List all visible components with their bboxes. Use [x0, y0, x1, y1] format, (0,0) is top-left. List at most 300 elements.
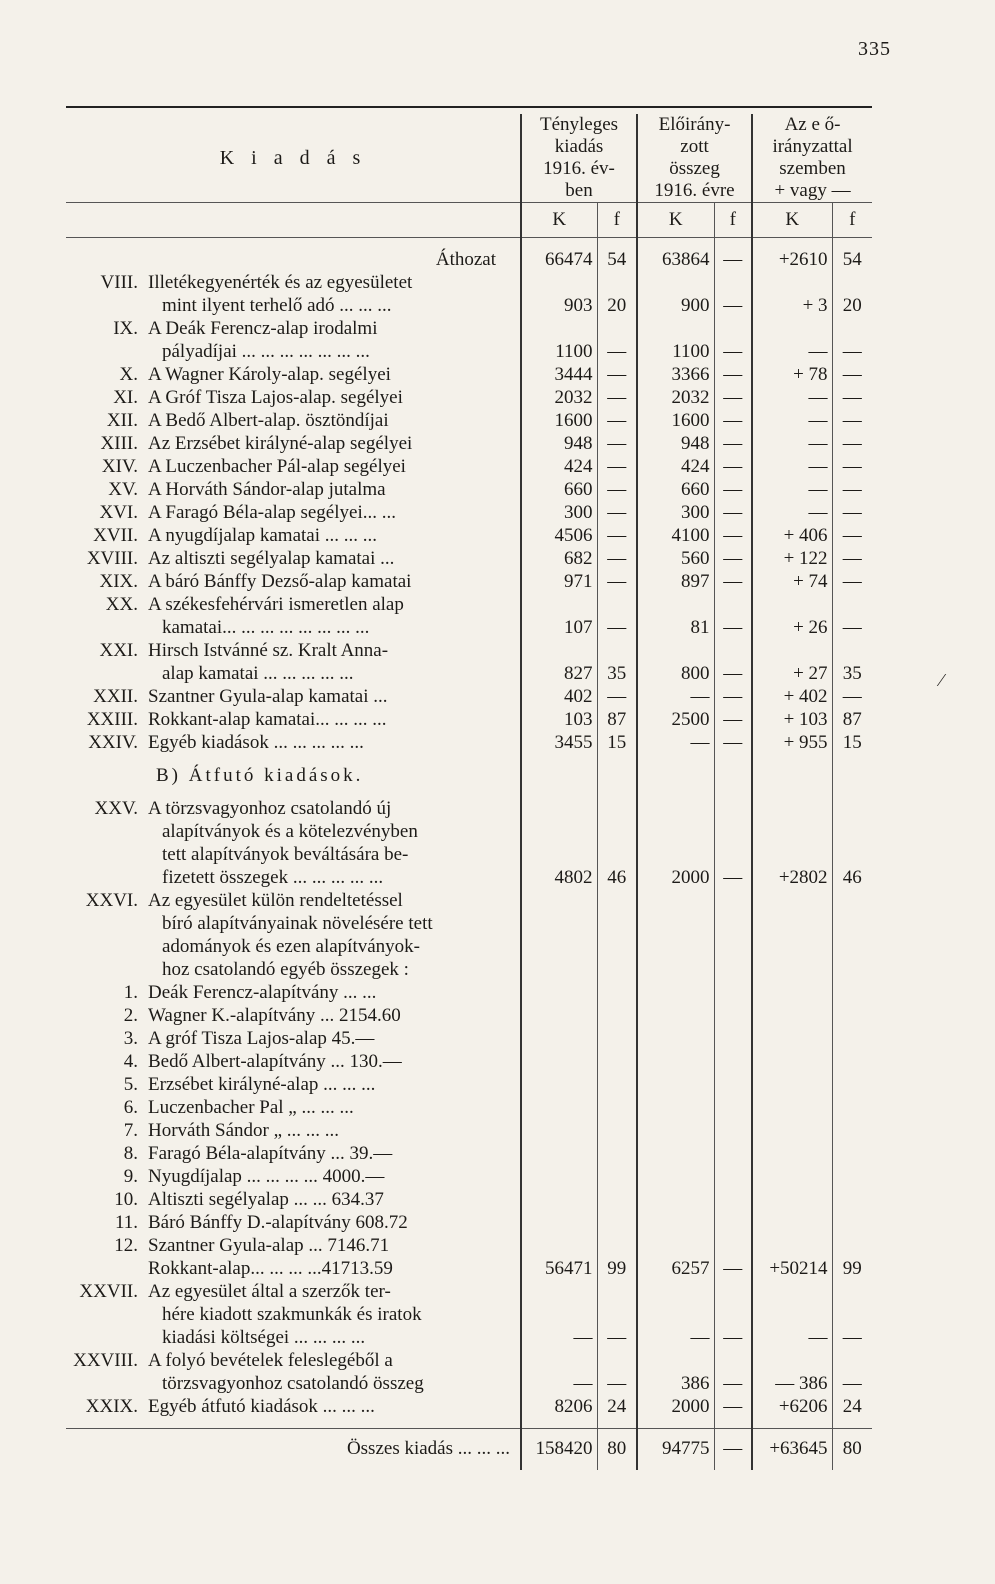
value-e-k: 1100 [637, 317, 714, 363]
table-row [66, 547, 872, 570]
value-t-f: 24 [597, 1395, 637, 1418]
value-e-f: — [714, 409, 752, 432]
value-d-k: — [752, 317, 832, 363]
row-text-line: hére kiadott szakmunkák és iratok [162, 1304, 422, 1325]
row-label [66, 317, 521, 363]
value-d-k [752, 1211, 832, 1234]
sub-item-row [66, 1004, 872, 1027]
sub-item-row [66, 1027, 872, 1050]
value-d-f: — [832, 363, 872, 386]
value-t-k: 300 [521, 501, 597, 524]
value-d-k: — [752, 386, 832, 409]
row-text-line: alap kamatai ... ... ... ... ... [162, 663, 354, 684]
row-label [66, 501, 521, 524]
table-row [66, 593, 872, 639]
value-e-f [714, 981, 752, 1004]
value-e-k [637, 1165, 714, 1188]
value-d-k: + 78 [752, 363, 832, 386]
value-d-f: — [832, 409, 872, 432]
value-t-f: — [597, 432, 637, 455]
value-d-f [832, 1142, 872, 1165]
table-row [66, 1349, 872, 1395]
sub-item-text: Deák Ferencz-alapítvány ... ... [148, 982, 377, 1003]
row-text-line: Az egyesület által a szerzők ter- [148, 1281, 391, 1302]
sub-item-row [66, 1073, 872, 1096]
value-d-f [832, 1027, 872, 1050]
row-number: XXIV. [88, 732, 138, 753]
value-t-k: 827 [521, 639, 597, 685]
sub-item-row [66, 1119, 872, 1142]
row-text-line: A Deák Ferencz-alap irodalmi [148, 318, 378, 339]
row-label [66, 570, 521, 593]
value-d-f [832, 1004, 872, 1027]
value-e-k: 6257 [637, 1257, 714, 1280]
row-text-line: A báró Bánffy Dezső-alap kamatai [148, 571, 412, 592]
rokkant-row [66, 1257, 872, 1280]
value-d-k [752, 1073, 832, 1096]
value-t-k [521, 981, 597, 1004]
value-e-f: — [714, 1280, 752, 1349]
row-number: IX. [113, 318, 138, 339]
value-e-k: — [637, 685, 714, 708]
value-d-f: 24 [832, 1395, 872, 1418]
sub-item-row [66, 1050, 872, 1073]
sub-item-number: 6. [123, 1097, 138, 1118]
value-t-k [521, 1211, 597, 1234]
row-label [66, 889, 521, 981]
row-number: XII. [106, 410, 138, 431]
table-row [66, 570, 872, 593]
value-t-f: 20 [597, 271, 637, 317]
value-e-f [714, 889, 752, 981]
athozat-label: Áthozat [435, 249, 496, 270]
units-row [66, 203, 872, 238]
row-text-line: A nyugdíjalap kamatai ... ... ... [148, 525, 378, 546]
sub-item-number: 11. [114, 1212, 138, 1233]
unit-filler: f [714, 203, 752, 238]
value-d-f [832, 1211, 872, 1234]
row-number: XVIII. [86, 548, 138, 569]
unit-filler: f [832, 203, 872, 238]
value-d-k: + 402 [752, 685, 832, 708]
row-text-line: kamatai... ... ... ... ... ... ... ... [162, 617, 370, 638]
value-t-f: — [597, 1280, 637, 1349]
row-text-line: bíró alapítványainak növelésére tett [162, 913, 433, 934]
table-row [66, 685, 872, 708]
row-text-line: mint ilyent terhelő adó ... ... ... [162, 295, 392, 316]
row-number: XIII. [100, 433, 138, 454]
page-number: 335 [858, 38, 891, 60]
row-number: XXIII. [86, 709, 138, 730]
row-text-line: fizetett összegek ... ... ... ... ... [162, 867, 384, 888]
table-row [66, 432, 872, 455]
value-t-k: 103 [521, 708, 597, 731]
value-t-f: 35 [597, 639, 637, 685]
value-d-f: — [832, 317, 872, 363]
row-number: XIX. [99, 571, 138, 592]
value-t-k [521, 1050, 597, 1073]
value-e-f: — [714, 593, 752, 639]
row-text-line: adományok és ezen alapítványok- [162, 936, 420, 957]
sub-item-text: Erzsébet királyné-alap ... ... ... [148, 1074, 376, 1095]
value-d-f: — [832, 570, 872, 593]
total-row: Összes kiadás ... ... ... 158420 80 94775 — +63645 80 [66, 1429, 872, 1461]
value-d-k: — [752, 478, 832, 501]
row-label [66, 363, 521, 386]
value-e-k: 2032 [637, 386, 714, 409]
value-t-k [521, 1004, 597, 1027]
row-number: XXV. [94, 798, 138, 819]
sub-item-row [66, 1188, 872, 1211]
row-label [66, 478, 521, 501]
value-d-k: — 386 [752, 1349, 832, 1395]
value-e-k [637, 1119, 714, 1142]
sub-item-row [66, 1142, 872, 1165]
value-e-f: — [714, 708, 752, 731]
value-d-k: + 122 [752, 547, 832, 570]
value-e-f: — [714, 685, 752, 708]
value-t-f [597, 1142, 637, 1165]
value-d-f [832, 1073, 872, 1096]
row-label [66, 524, 521, 547]
value-d-k: + 955 [752, 731, 832, 754]
table-row [66, 363, 872, 386]
value-d-f [832, 981, 872, 1004]
value-d-f: 87 [832, 708, 872, 731]
top-rule [66, 106, 872, 108]
value-t-k: 3455 [521, 731, 597, 754]
value-d-f [832, 1234, 872, 1257]
sub-item-number: 7. [123, 1120, 138, 1141]
value-e-k: 2000 [637, 1395, 714, 1418]
value-e-f: — [714, 478, 752, 501]
value-t-k: 424 [521, 455, 597, 478]
row-number: XVII. [93, 525, 138, 546]
value-d-f: — [832, 524, 872, 547]
row-number: XIV. [101, 456, 138, 477]
sub-item-text: Nyugdíjalap ... ... ... ... 4000.— [148, 1166, 385, 1187]
sub-item-number: 4. [123, 1051, 138, 1072]
table-row [66, 524, 872, 547]
row-text-line: alapítványok és a kötelezvényben [162, 821, 418, 842]
value-e-k [637, 1096, 714, 1119]
value-d-f [832, 1096, 872, 1119]
value-t-f: — [597, 547, 637, 570]
value-d-k: + 74 [752, 570, 832, 593]
value-d-f [832, 1119, 872, 1142]
value-d-k: +50214 [752, 1257, 832, 1280]
col-eloiranyzott-header: Előirány- zott összeg 1916. évre [637, 114, 752, 203]
value-t-k: 4802 [521, 797, 597, 889]
value-e-k: 81 [637, 593, 714, 639]
row-text-line: tett alapítványok beváltására be- [162, 844, 409, 865]
value-e-k [637, 1234, 714, 1257]
value-e-k: 386 [637, 1349, 714, 1395]
row-label [66, 797, 521, 889]
row-label [66, 271, 521, 317]
value-d-k [752, 1119, 832, 1142]
row-label [66, 386, 521, 409]
row-text-line: törzsvagyonhoz csatolandó összeg [162, 1373, 424, 1394]
value-e-k: 560 [637, 547, 714, 570]
row-text-line: Szantner Gyula-alap kamatai ... [148, 686, 388, 707]
value-e-f: — [714, 501, 752, 524]
sub-item-label [66, 1027, 521, 1050]
row-text-line: Egyéb átfutó kiadások ... ... ... [148, 1396, 375, 1417]
value-d-f: 46 [832, 797, 872, 889]
row-text-line: Az altiszti segélyalap kamatai ... [148, 548, 395, 569]
sub-item-row [66, 981, 872, 1004]
value-e-k: 660 [637, 478, 714, 501]
value-e-k: 2500 [637, 708, 714, 731]
sub-item-number: 3. [123, 1028, 138, 1049]
table-row [66, 478, 872, 501]
total-label: Összes kiadás ... ... ... [66, 1429, 521, 1461]
sub-item-text: A gróf Tisza Lajos-alap 45.— [148, 1028, 375, 1049]
value-t-f [597, 1027, 637, 1050]
value-d-k [752, 981, 832, 1004]
value-t-k: 2032 [521, 386, 597, 409]
value-e-f: — [714, 1257, 752, 1280]
sub-item-label [66, 1234, 521, 1257]
sub-item-text: Luczenbacher Pal „ ... ... ... [148, 1097, 354, 1118]
value-d-k [752, 1050, 832, 1073]
value-t-k: 3444 [521, 363, 597, 386]
row-text-line: A székesfehérvári ismeretlen alap [148, 594, 404, 615]
row-text-line: Az Erzsébet királyné-alap segélyei [148, 433, 413, 454]
value-e-f: — [714, 1395, 752, 1418]
row-label [66, 1349, 521, 1395]
header-row [66, 114, 872, 203]
row-text-line: Hirsch Istvánné sz. Kralt Anna- [148, 640, 389, 661]
value-e-f: — [714, 455, 752, 478]
value-e-f: — [714, 432, 752, 455]
row-text-line: A Faragó Béla-alap segélyei... ... [148, 502, 396, 523]
value-e-k [637, 1073, 714, 1096]
sub-item-row [66, 1211, 872, 1234]
value-t-k [521, 1234, 597, 1257]
row-label [66, 547, 521, 570]
value-t-k: 682 [521, 547, 597, 570]
rokkant-label [66, 1257, 521, 1280]
row-number: XVI. [99, 502, 138, 523]
value-d-k: — [752, 432, 832, 455]
value-t-k [521, 1027, 597, 1050]
row-text-line: pályadíjai ... ... ... ... ... ... ... [162, 341, 370, 362]
row-number: XXI. [99, 640, 138, 661]
value-d-k [752, 1096, 832, 1119]
row-text-line: hoz csatolandó egyéb összegek : [162, 959, 409, 980]
section-b-rows [66, 797, 872, 1418]
table-row [66, 271, 872, 317]
sub-item-number: 1. [123, 982, 138, 1003]
value-t-f [597, 1234, 637, 1257]
table-row [66, 1395, 872, 1418]
value-d-k: — [752, 455, 832, 478]
table-row [66, 409, 872, 432]
value-e-k: 300 [637, 501, 714, 524]
value-e-k: — [637, 731, 714, 754]
value-e-k [637, 1188, 714, 1211]
unit-korona: K [521, 203, 597, 238]
row-text-line: A Luczenbacher Pál-alap segélyei [148, 456, 406, 477]
sub-item-label [66, 1119, 521, 1142]
row-number: XXVIII. [73, 1350, 138, 1371]
value-d-k [752, 1234, 832, 1257]
value-t-f: — [597, 478, 637, 501]
row-label [66, 593, 521, 639]
value-t-f [597, 1119, 637, 1142]
value-e-f: — [714, 524, 752, 547]
value-e-k [637, 1211, 714, 1234]
value-e-f [714, 1096, 752, 1119]
sub-item-label [66, 1188, 521, 1211]
expenditure-table [66, 114, 872, 1470]
table-row [66, 639, 872, 685]
sub-item-label [66, 1165, 521, 1188]
value-t-k [521, 1165, 597, 1188]
value-t-f: — [597, 363, 637, 386]
value-t-k [521, 1073, 597, 1096]
sub-item-number: 5. [123, 1074, 138, 1095]
value-t-f [597, 1165, 637, 1188]
value-d-k: + 3 [752, 271, 832, 317]
value-t-f: — [597, 685, 637, 708]
sub-item-text: Wagner K.-alapítvány ... 2154.60 [148, 1005, 401, 1026]
row-number: XXII. [93, 686, 138, 707]
value-d-f [832, 1050, 872, 1073]
sub-item-text: Horváth Sándor „ ... ... ... [148, 1120, 340, 1141]
value-d-f [832, 889, 872, 981]
row-label [66, 432, 521, 455]
value-t-k [521, 1096, 597, 1119]
value-t-f: 99 [597, 1257, 637, 1280]
row-label [66, 409, 521, 432]
value-e-k: 948 [637, 432, 714, 455]
value-d-k: +6206 [752, 1395, 832, 1418]
value-e-f: — [714, 271, 752, 317]
margin-mark: ⁄ [940, 670, 944, 690]
value-e-f: — [714, 547, 752, 570]
unit-korona: K [637, 203, 714, 238]
value-d-f: 20 [832, 271, 872, 317]
value-t-f: — [597, 524, 637, 547]
value-d-f: — [832, 501, 872, 524]
value-e-f [714, 1050, 752, 1073]
value-d-f: — [832, 547, 872, 570]
value-t-f: — [597, 593, 637, 639]
value-t-k: 8206 [521, 1395, 597, 1418]
value-d-f: 15 [832, 731, 872, 754]
sub-item-text: Báró Bánffy D.-alapítvány 608.72 [148, 1212, 408, 1233]
row-label [66, 685, 521, 708]
value-e-f: — [714, 1349, 752, 1395]
table-row [66, 797, 872, 889]
value-d-k: +2802 [752, 797, 832, 889]
unit-korona: K [752, 203, 832, 238]
value-d-f: — [832, 386, 872, 409]
row-text-line: A folyó bevételek feleslegéből a [148, 1350, 393, 1371]
value-t-k [521, 1119, 597, 1142]
value-t-k: 1600 [521, 409, 597, 432]
value-d-k: + 27 [752, 639, 832, 685]
value-d-k: — [752, 1280, 832, 1349]
value-t-k: — [521, 1280, 597, 1349]
value-t-k: 56471 [521, 1257, 597, 1280]
sub-item-row [66, 1234, 872, 1257]
value-t-f: 87 [597, 708, 637, 731]
value-t-k [521, 889, 597, 981]
value-t-k: — [521, 1349, 597, 1395]
value-d-f: — [832, 455, 872, 478]
sub-item-label [66, 981, 521, 1004]
value-t-k: 903 [521, 271, 597, 317]
value-t-f: — [597, 1349, 637, 1395]
section-b-heading-row [66, 764, 872, 787]
value-t-f: — [597, 386, 637, 409]
col-tenyleges-header: Tényleges kiadás 1916. év- ben [521, 114, 637, 203]
value-d-f: — [832, 1280, 872, 1349]
value-d-f: — [832, 432, 872, 455]
sub-item-label [66, 1073, 521, 1096]
value-d-f: 35 [832, 639, 872, 685]
value-t-f [597, 889, 637, 981]
row-number: XX. [105, 594, 138, 615]
row-text-line: Az egyesület külön rendeltetéssel [148, 890, 403, 911]
value-t-f [597, 981, 637, 1004]
row-number: XXVII. [79, 1281, 138, 1302]
value-t-k: 1100 [521, 317, 597, 363]
value-e-k [637, 1004, 714, 1027]
value-t-k [521, 1142, 597, 1165]
value-e-k [637, 889, 714, 981]
sub-item-label [66, 1142, 521, 1165]
value-d-k [752, 1142, 832, 1165]
row-text-line: A Gróf Tisza Lajos-alap. segélyei [148, 387, 403, 408]
value-e-f: — [714, 797, 752, 889]
row-number: X. [119, 364, 138, 385]
value-d-f: — [832, 685, 872, 708]
value-d-k [752, 1004, 832, 1027]
value-e-k: 424 [637, 455, 714, 478]
value-e-k [637, 1142, 714, 1165]
table-row [66, 708, 872, 731]
value-t-k: 660 [521, 478, 597, 501]
value-e-f [714, 1234, 752, 1257]
sub-item-label [66, 1211, 521, 1234]
row-text-line: A Bedő Albert-alap. ösztöndíjai [148, 410, 389, 431]
row-label [66, 639, 521, 685]
value-e-f [714, 1073, 752, 1096]
sub-item-row [66, 1096, 872, 1119]
value-d-k: + 103 [752, 708, 832, 731]
sub-item-label [66, 1096, 521, 1119]
value-d-k: — [752, 409, 832, 432]
row-label [66, 1280, 521, 1349]
row-text-line: A Horváth Sándor-alap jutalma [148, 479, 386, 500]
table-row [66, 501, 872, 524]
row-number: XXVI. [85, 890, 138, 911]
row-number: XV. [108, 479, 138, 500]
value-t-k [521, 1188, 597, 1211]
value-e-k: 3366 [637, 363, 714, 386]
value-e-f: — [714, 570, 752, 593]
rokkant-text: Rokkant-alap... ... ... ...41713.59 [148, 1258, 393, 1279]
row-label [66, 455, 521, 478]
sub-item-number: 9. [123, 1166, 138, 1187]
value-t-f: — [597, 409, 637, 432]
value-d-f: — [832, 593, 872, 639]
